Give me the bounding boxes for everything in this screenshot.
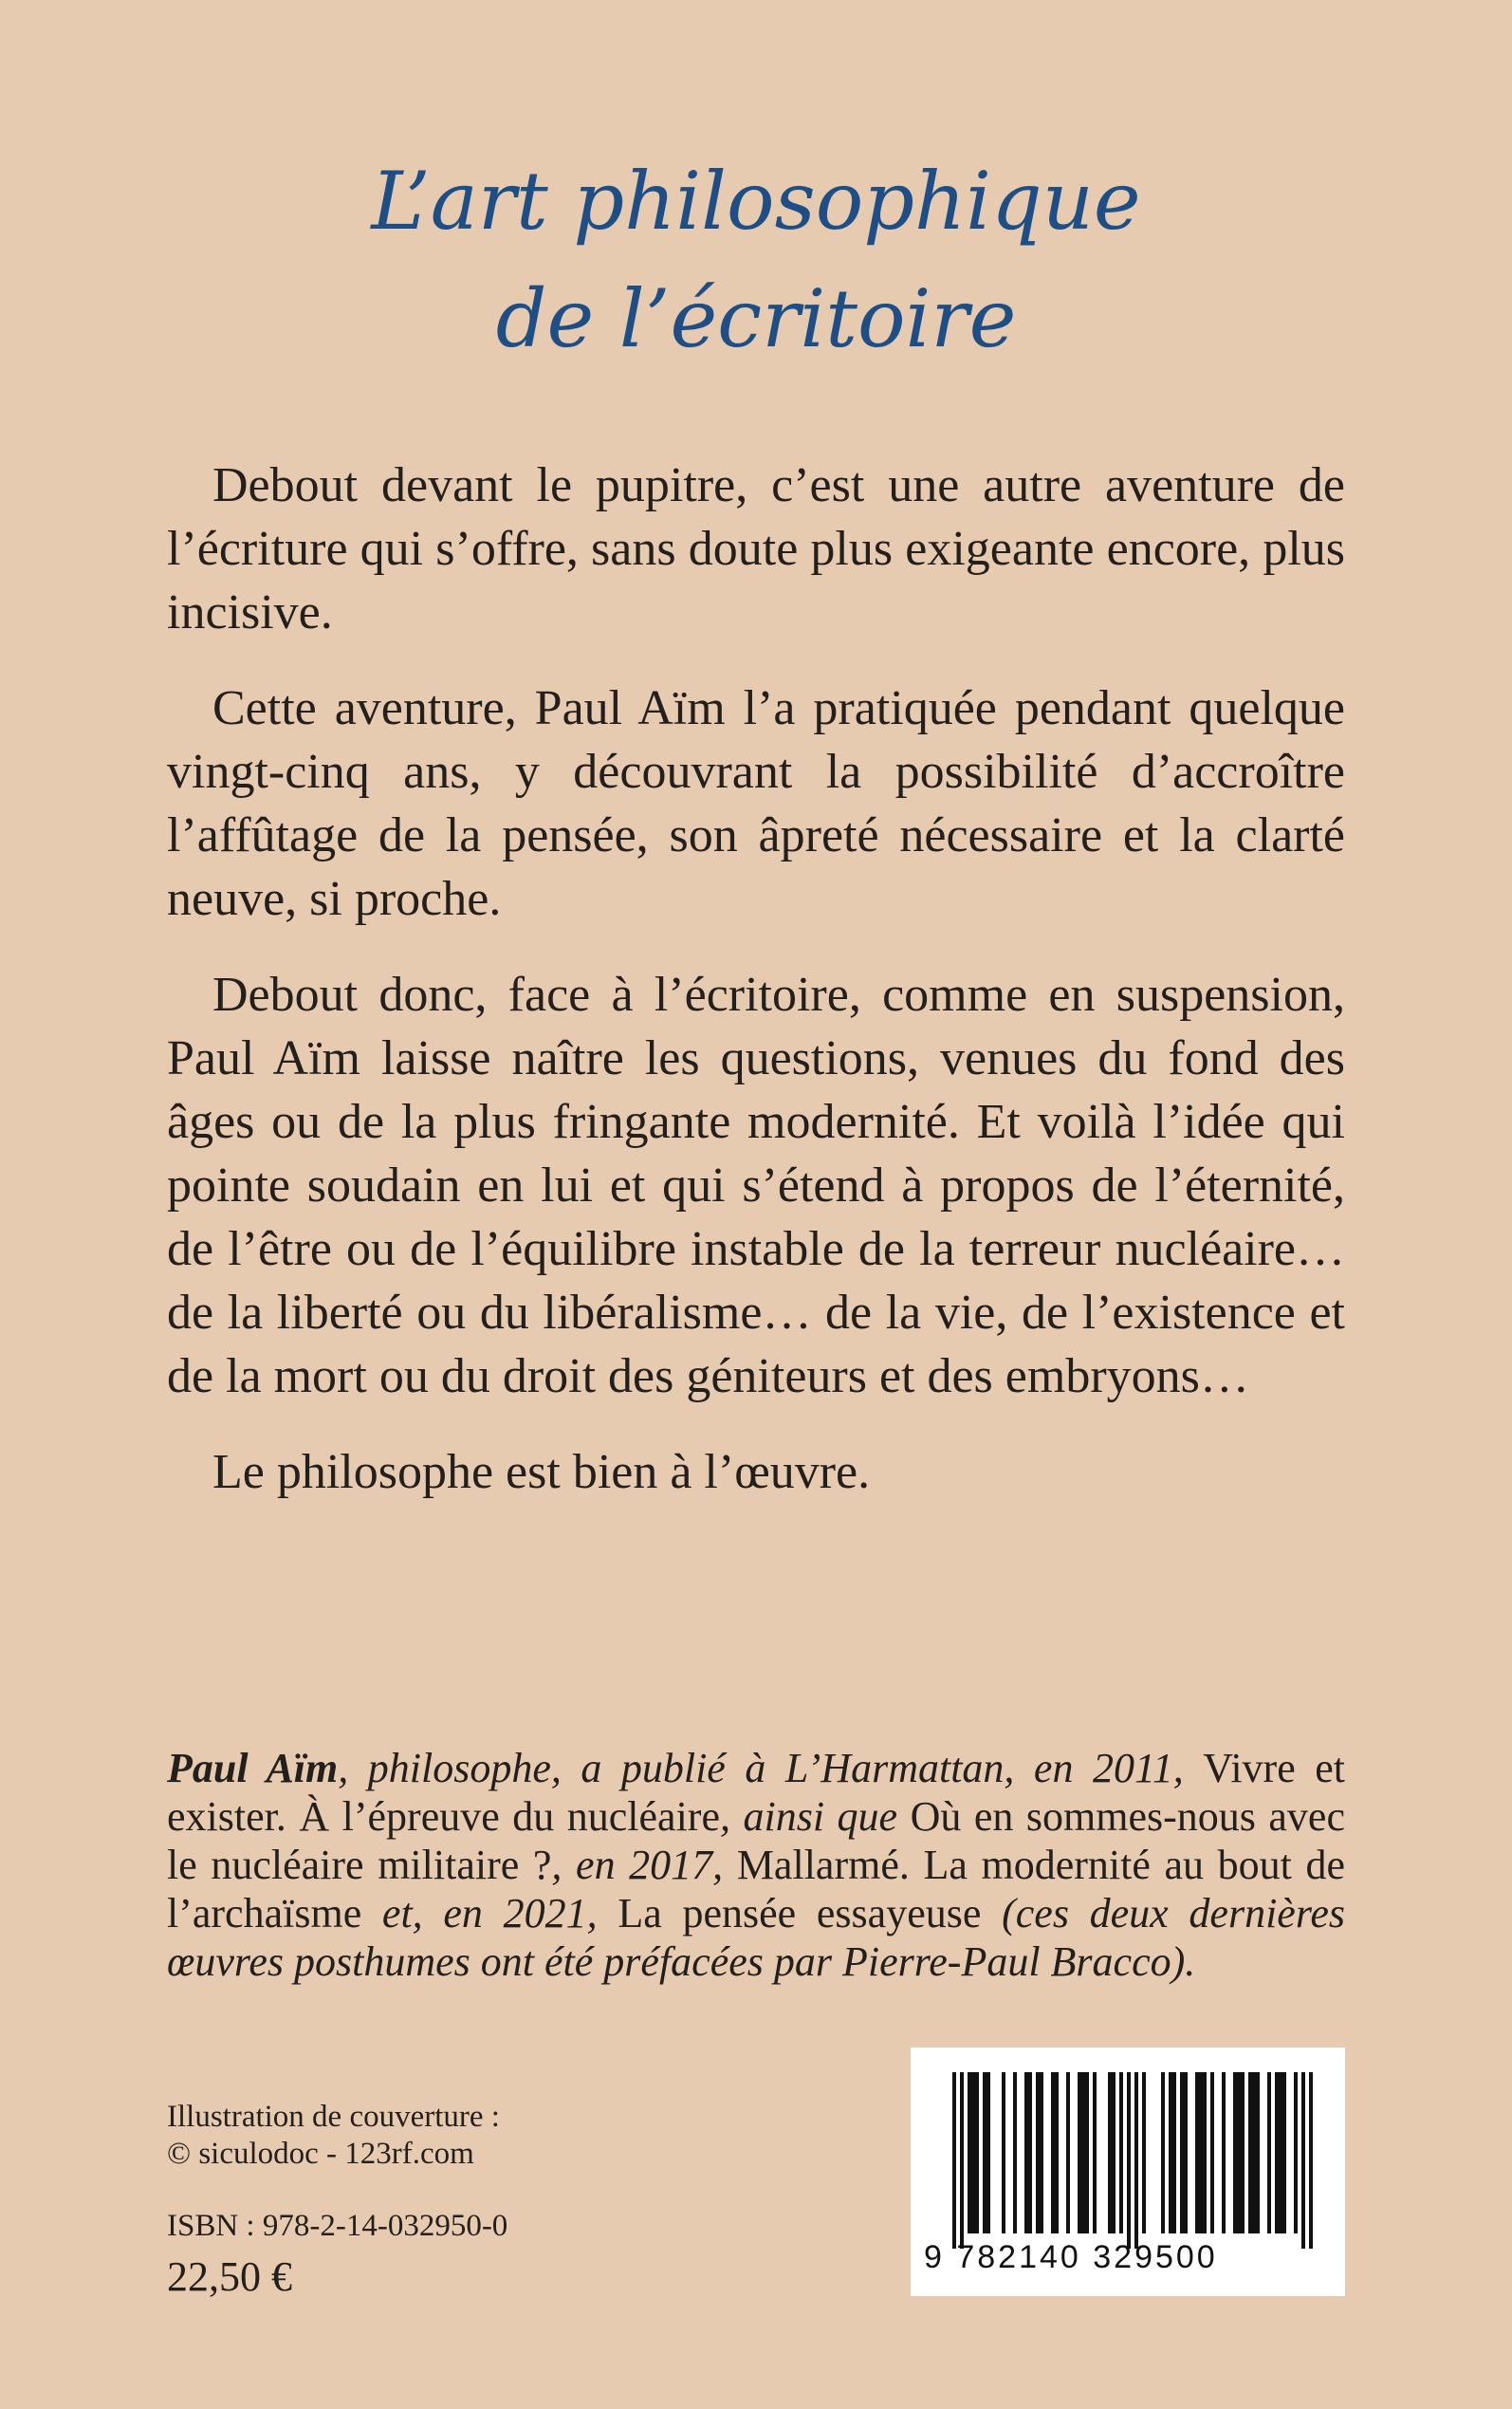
barcode-bar bbox=[1093, 2072, 1097, 2233]
barcode-bar bbox=[1184, 2072, 1188, 2233]
barcode-guard-bar bbox=[1134, 2072, 1138, 2249]
title-line-2: de l’écritoire bbox=[495, 272, 1017, 365]
barcode-bar bbox=[1222, 2072, 1226, 2233]
bio-text: , ainsi que bbox=[719, 1793, 911, 1840]
barcode-bar bbox=[1055, 2072, 1059, 2233]
barcode-bar bbox=[1142, 2072, 1146, 2233]
barcode-guard-bar bbox=[952, 2072, 956, 2249]
barcode-bar bbox=[1108, 2072, 1112, 2233]
barcode-bar bbox=[1081, 2072, 1085, 2233]
price: 22,50 € bbox=[167, 2253, 292, 2300]
barcode-guard-bar bbox=[960, 2072, 964, 2249]
barcode-bar bbox=[1028, 2072, 1032, 2233]
barcode-bar bbox=[1024, 2072, 1028, 2233]
blurb-paragraph: Debout devant le pupitre, c’est une autre aventure de l’écriture qui s’offre, sans doute plus exigeante encore, plus incisive. bbox=[167, 458, 1345, 639]
barcode-guard-bar bbox=[1127, 2072, 1131, 2249]
bio-text: (ces deux dernières œuvres posthumes ont été préfacées par Pierre-Paul Bracco). bbox=[167, 1890, 1345, 1985]
book-title-2: Où en sommes-nous avec le nucléaire militaire ? bbox=[167, 1793, 1345, 1888]
barcode-bar bbox=[1036, 2072, 1040, 2233]
barcode-bar bbox=[1282, 2072, 1286, 2233]
barcode-bar bbox=[1169, 2072, 1172, 2233]
book-title bbox=[0, 142, 1512, 378]
barcode-bar bbox=[971, 2072, 975, 2233]
barcode-bar bbox=[1279, 2072, 1282, 2233]
isbn: ISBN : 978-2-14-032950-0 bbox=[167, 2209, 508, 2243]
book-title-1: Vivre et exister. À l’épreuve du nucléaire bbox=[167, 1745, 1345, 1840]
barcode-bar bbox=[1241, 2072, 1245, 2233]
barcode-bar bbox=[975, 2072, 979, 2233]
barcode-bar bbox=[1294, 2072, 1298, 2233]
barcode-bar bbox=[1119, 2072, 1123, 2233]
barcode-bar bbox=[1078, 2072, 1081, 2233]
author-name: Paul Aïm bbox=[167, 1745, 339, 1791]
barcode-guard-bar bbox=[1301, 2072, 1305, 2249]
barcode-bar bbox=[1112, 2072, 1116, 2233]
barcode-bar bbox=[1066, 2072, 1070, 2233]
barcode-bar bbox=[1233, 2072, 1237, 2233]
credit-line-2: © siculodoc - 123rf.com bbox=[167, 2137, 474, 2171]
book-title-3: Mallarmé. La modernité au bout de l’archaïsme bbox=[167, 1842, 1346, 1936]
book-title-4: La pensée essayeuse bbox=[618, 1890, 982, 1936]
barcode-bar bbox=[1210, 2072, 1214, 2233]
author-bio bbox=[167, 1744, 1345, 1986]
barcode bbox=[911, 2048, 1345, 2296]
barcode-bar bbox=[1040, 2072, 1043, 2233]
cover-credit bbox=[167, 2099, 500, 2173]
barcode-bar bbox=[1013, 2072, 1017, 2233]
bio-text: et, en 2021, bbox=[361, 1890, 618, 1936]
barcode-bar bbox=[1161, 2072, 1165, 2233]
blurb bbox=[167, 454, 1345, 1536]
barcode-bar bbox=[986, 2072, 990, 2233]
barcode-bar bbox=[1085, 2072, 1089, 2233]
bio-text: , philosophe, a publié à L’Harmattan, en 2011, bbox=[338, 1745, 1204, 1791]
barcode-bar bbox=[1002, 2072, 1005, 2233]
barcode-bar bbox=[1195, 2072, 1199, 2233]
blurb-paragraph: Debout donc, face à l’écritoire, comme en suspension, Paul Aïm laisse naître les questions, venues du fond des âges ou de la plus fringante modernité. Et voilà l’idée qui pointe soudain en lui et qui s’étend à propos de l’éternité, de l’être ou de l’équilibre instable de la terreur nucléaire… de la liberté ou du libéralisme… de la vie, de l’existence et de la mort ou du droit des géniteurs et des embryons… bbox=[167, 968, 1345, 1403]
barcode-digits: 9 782140 329500 bbox=[924, 2239, 1218, 2275]
barcode-bar bbox=[1248, 2072, 1252, 2233]
barcode-bar bbox=[1252, 2072, 1256, 2233]
barcode-bar bbox=[983, 2072, 986, 2233]
barcode-bar bbox=[1199, 2072, 1203, 2233]
blurb-paragraph: Le philosophe est bien à l’œuvre. bbox=[212, 1445, 871, 1499]
barcode-bar bbox=[1051, 2072, 1055, 2233]
barcode-bar bbox=[968, 2072, 971, 2233]
barcode-bar bbox=[1180, 2072, 1184, 2233]
barcode-bar bbox=[1172, 2072, 1176, 2233]
credit-line-1: Illustration de couverture : bbox=[167, 2100, 500, 2134]
barcode-bar bbox=[1237, 2072, 1241, 2233]
title-line-1: L’art philosophique bbox=[371, 155, 1141, 248]
barcode-bar bbox=[1267, 2072, 1271, 2233]
barcode-bar bbox=[1275, 2072, 1279, 2233]
blurb-paragraph: Cette aventure, Paul Aïm l’a pratiquée pendant quelque vingt-cinq ans, y découvrant la possibilité d’accroître l’affûtage de la pensée, son âpreté nécessaire et la clarté neuve, si proche. bbox=[167, 681, 1345, 926]
barcode-bar bbox=[1256, 2072, 1260, 2233]
barcode-bar bbox=[1203, 2072, 1207, 2233]
bio-text: , en 2017, bbox=[551, 1842, 737, 1888]
barcode-guard-bar bbox=[1309, 2072, 1313, 2249]
